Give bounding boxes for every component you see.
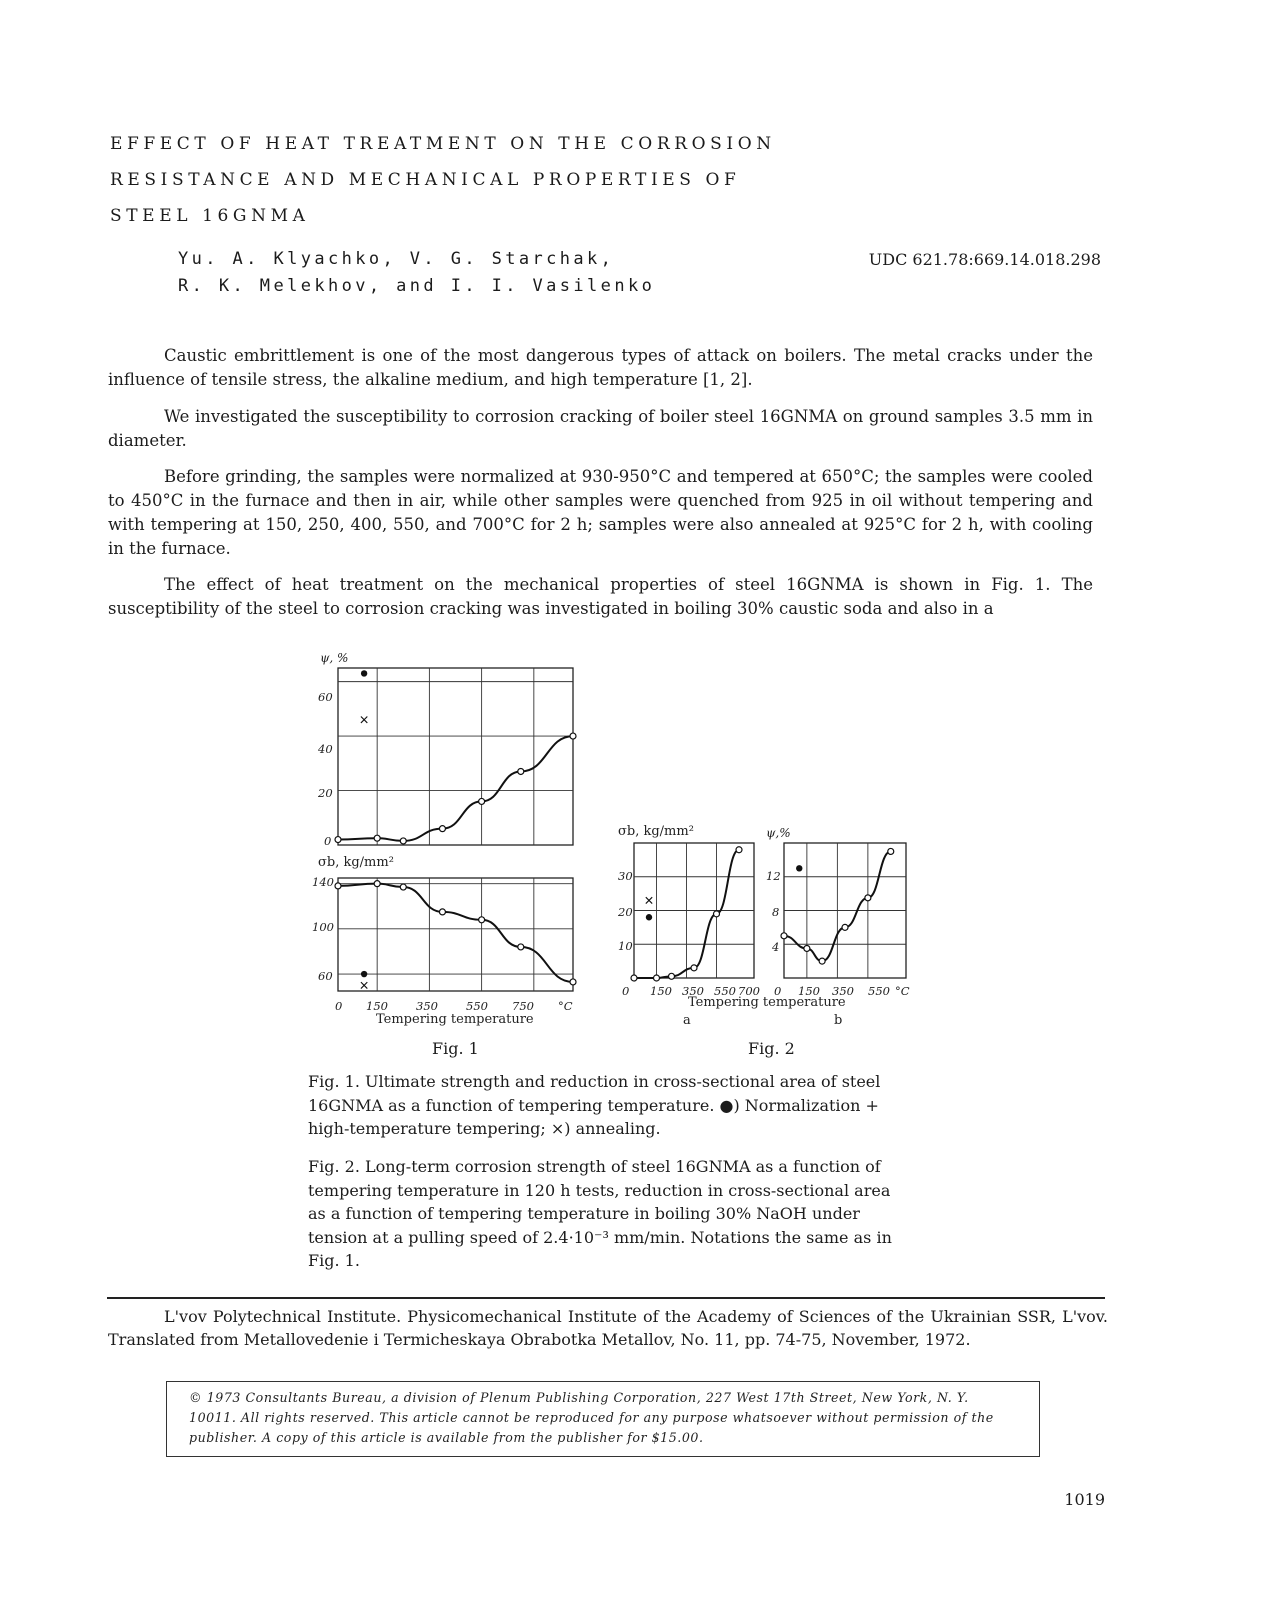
- fig1-bottom-ylabel: σb, kg/mm²: [318, 855, 394, 870]
- fig1-bottom-data-point: [374, 881, 380, 887]
- fig1-bottom-data-point: [400, 884, 406, 890]
- affiliation-footnote: L'vov Polytechnical Institute. Physicomechanical Institute of the Academy of Sciences of the Ukrainian SSR, L'vov. Translated from Metallovedenie i Termicheskaya Obrabotka Metallov, No. 11, pp. 74-75, November, 1972.: [108, 1307, 1108, 1349]
- fig1-top-ylabel: ψ, %: [320, 651, 349, 665]
- fig2-a-annealing-point: [646, 897, 652, 903]
- fig2-b-normalization-point: [796, 865, 802, 871]
- fig2-xlabel: Tempering temperature: [688, 995, 846, 1010]
- fig1-bottom-ytick-100: 100: [312, 920, 334, 934]
- fig1-top-data-point: [518, 768, 524, 774]
- fig2-a-data-point: [654, 975, 660, 981]
- fig1-xtick-750: 750: [512, 999, 534, 1013]
- fig1-top-data-point: [479, 798, 485, 804]
- fig1-bottom-data-point: [479, 917, 485, 923]
- fig1-xtick-150: 150: [366, 999, 388, 1013]
- body-paragraph-1: Caustic embrittlement is one of the most dangerous types of attack on boilers. The metal cracks under the influence of tensile stress, the alkaline medium, and high temperature [1, 2].: [108, 346, 1093, 389]
- fig2a-ylabel: σb, kg/mm²: [618, 824, 694, 839]
- fig2a-xtick-550: 550: [714, 984, 736, 998]
- fig1-xtick-550: 550: [466, 999, 488, 1013]
- fig2b-xtick-0: 0: [774, 984, 782, 998]
- body-paragraph-2: We investigated the susceptibility to corrosion cracking of boiler steel 16GNMA on ground samples 3.5 mm in diameter.: [108, 407, 1093, 450]
- fig2b-xtick-unit: °C: [895, 984, 910, 998]
- fig1-top-ytick-0: 0: [324, 834, 332, 848]
- fig2b-plot: [781, 843, 906, 978]
- fig1-top-normalization-point: [361, 670, 367, 676]
- fig1-bottom-data-point: [439, 909, 445, 915]
- fig2b-label: b: [834, 1013, 843, 1028]
- fig2b-ytick-12: 12: [766, 869, 781, 883]
- figure-1: [300, 640, 600, 1035]
- fig2a-xtick-350: 350: [682, 984, 704, 998]
- fig1-xlabel: Tempering temperature: [376, 1012, 534, 1027]
- fig1-top-series-line: [338, 736, 573, 841]
- fig2-caption: Fig. 2. Long-term corrosion strength of steel 16GNMA as a function of tempering temperature in 120 h tests, reduction in cross-sectional area as a function of tempering temperature in boiling 30% NaOH under tension at a pulling speed of 2.4·10⁻³ mm/min. Notations the same as in Fig. 1.: [308, 1157, 892, 1270]
- fig1-label: Fig. 1: [432, 1039, 479, 1058]
- fig1-top-data-point: [570, 733, 576, 739]
- copyright-notice: © 1973 Consultants Bureau, a division of Plenum Publishing Corporation, 227 West 17th Street, New York, N. Y. 10011. All rights reserved. This article cannot be reproduced for any purpose whatsoever without permission of the publisher. A copy of this article is available from the publisher for $15.00.: [166, 1381, 1040, 1457]
- fig2a-label: a: [683, 1013, 691, 1028]
- page-number: 1019: [1064, 1490, 1105, 1509]
- footnote-divider: [107, 1297, 1105, 1299]
- fig1-bottom-ytick-140: 140: [312, 875, 334, 889]
- fig2-a-normalization-point: [646, 914, 652, 920]
- fig2b-ytick-8: 8: [772, 905, 780, 919]
- fig2b-ylabel: ψ,%: [766, 826, 791, 840]
- fig2a-ytick-30: 30: [618, 869, 633, 883]
- fig2-a-data-point: [736, 847, 742, 853]
- fig1-top-data-point: [335, 837, 341, 843]
- fig1-caption: Fig. 1. Ultimate strength and reduction in cross-sectional area of steel 16GNMA as a function of tempering temperature. ●) Normalization + high-temperature tempering; ×) annealing.: [308, 1072, 881, 1138]
- fig1-bottom-data-point: [335, 883, 341, 889]
- fig2-a-data-point: [631, 975, 637, 981]
- figure-2: [610, 815, 920, 1035]
- fig1-bottom-series-line: [338, 884, 573, 982]
- fig1-top-frame: [338, 668, 573, 845]
- fig1-bottom-ytick-60: 60: [318, 969, 333, 983]
- fig2b-ytick-4: 4: [772, 940, 780, 954]
- fig2a-ytick-20: 20: [618, 905, 633, 919]
- title-line-1: EFFECT OF HEAT TREATMENT ON THE CORROSION: [110, 134, 776, 154]
- author-line-2: R. K. Melekhov, and I. I. Vasilenko: [178, 276, 656, 296]
- body-paragraph-3: Before grinding, the samples were normalized at 930-950°C and tempered at 650°C; the samples were cooled to 450°C in the furnace and then in air, while other samples were quenched from 925 in oil without tempering and with tempering at 150, 250, 400, 550, and 700°C for 2 h; samples were also annealed at 925°C for 2 h, with cooling in the furnace.: [108, 467, 1093, 558]
- fig2a-xtick-150: 150: [650, 984, 672, 998]
- fig1-top-plot: [335, 668, 576, 845]
- fig1-top-ytick-40: 40: [318, 742, 333, 756]
- udc-code: UDC 621.78:669.14.018.298: [868, 250, 1101, 269]
- fig2-b-data-point: [781, 933, 787, 939]
- fig2a-xtick-0: 0: [622, 984, 630, 998]
- fig2-a-data-point: [691, 965, 697, 971]
- fig2-b-data-point: [819, 958, 825, 964]
- fig1-top-ytick-20: 20: [318, 786, 333, 800]
- title-line-2: RESISTANCE AND MECHANICAL PROPERTIES OF: [110, 170, 741, 190]
- fig1-xtick-350: 350: [416, 999, 438, 1013]
- fig2b-xtick-350: 350: [832, 984, 854, 998]
- body-paragraph-4: The effect of heat treatment on the mechanical properties of steel 16GNMA is shown in Fig. 1. The susceptibility of the steel to corrosion cracking was investigated in boiling 30% caustic soda and also in a: [108, 575, 1093, 618]
- fig2a-xtick-700: 700: [738, 984, 760, 998]
- author-list: [178, 246, 655, 300]
- fig1-top-data-point: [439, 826, 445, 832]
- fig1-top-data-point: [374, 835, 380, 841]
- fig2-b-data-point: [842, 924, 848, 930]
- fig1-xtick-0: 0: [335, 999, 343, 1013]
- article-title: [110, 126, 776, 234]
- fig1-top-ytick-60: 60: [318, 690, 333, 704]
- fig2-label: Fig. 2: [748, 1039, 795, 1058]
- fig1-bottom-plot: [335, 878, 576, 991]
- author-line-1: Yu. A. Klyachko, V. G. Starchak,: [178, 249, 615, 269]
- fig1-bottom-data-point: [518, 944, 524, 950]
- fig2-b-data-point: [888, 848, 894, 854]
- fig2a-plot: [631, 843, 754, 981]
- fig1-top-annealing-point: [361, 717, 367, 723]
- fig1-bottom-normalization-point: [361, 971, 367, 977]
- fig2a-ytick-10: 10: [618, 939, 633, 953]
- fig1-top-data-point: [400, 838, 406, 844]
- fig1-bottom-data-point: [570, 979, 576, 985]
- fig2-a-data-point: [669, 973, 675, 979]
- fig1-bottom-annealing-point: [361, 982, 367, 988]
- title-line-3: STEEL 16GNMA: [110, 206, 310, 226]
- fig2b-xtick-550: 550: [868, 984, 890, 998]
- fig2-b-data-point: [804, 945, 810, 951]
- fig2-b-data-point: [865, 895, 871, 901]
- fig2b-xtick-150: 150: [798, 984, 820, 998]
- fig1-xtick-unit: °C: [558, 999, 573, 1013]
- fig2-a-data-point: [714, 911, 720, 917]
